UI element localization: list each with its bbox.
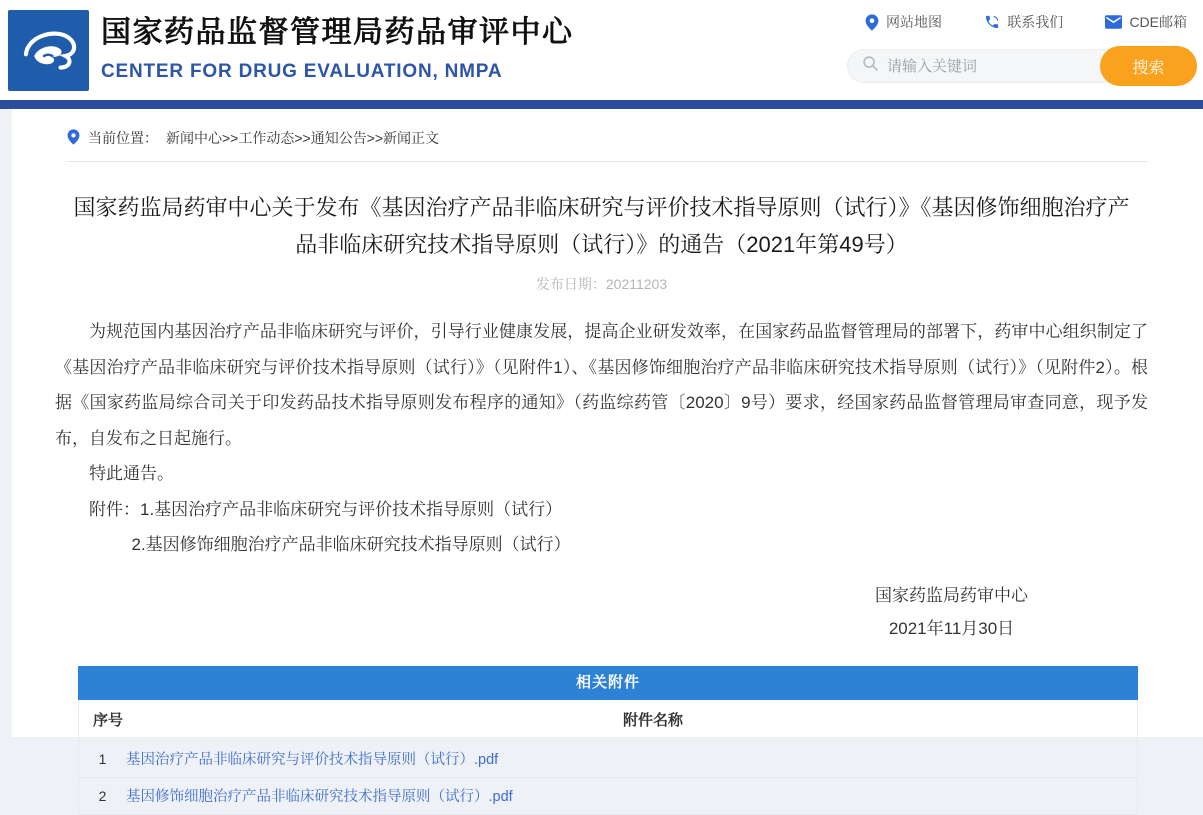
breadcrumb-divider — [67, 161, 1148, 162]
search-bar — [847, 49, 1197, 83]
location-pin-icon — [865, 14, 879, 31]
attachment-list-line: 附件：1.基因治疗产品非临床研究与评价技术指导原则（试行） — [89, 499, 563, 519]
header-accent-bar — [0, 100, 1203, 109]
header-right — [847, 12, 1197, 83]
site-header — [0, 0, 1203, 100]
site-title: 国家药品监督管理局药品审评中心 — [101, 16, 574, 49]
column-header-no: 序号 — [93, 712, 124, 729]
sitemap-link[interactable] — [865, 12, 942, 32]
attachments-table-header — [78, 700, 1138, 741]
search-input[interactable] — [887, 58, 1077, 75]
phone-icon — [984, 14, 1000, 30]
quick-links — [847, 12, 1197, 32]
article-body — [55, 314, 1148, 563]
breadcrumb-prefix: 当前位置： — [88, 130, 158, 146]
location-pin-icon — [67, 129, 80, 148]
article-page — [12, 109, 1203, 805]
signature-block — [875, 579, 1028, 645]
article-title: 国家药监局药审中心关于发布《基因治疗产品非临床研究与评价技术指导原则（试行）》《基因修饰细胞治疗产品非临床研究技术指导原则（试行）》的通告（2021年第49号） — [73, 195, 1130, 257]
search-button[interactable]: 搜索 — [1100, 46, 1197, 86]
cde-logo-icon — [8, 10, 89, 91]
attachment-pdf-link[interactable]: 基因修饰细胞治疗产品非临床研究技术指导原则（试行）.pdf — [126, 789, 513, 805]
article-paragraph: 为规范国内基因治疗产品非临床研究与评价，引导行业健康发展，提高企业研发效率，在国家药品监督管理局的部署下，药审中心组织制定了《基因治疗产品非临床研究与评价技术指导原则（试行）》（见附件1）、《基因修饰细胞治疗产品非临床研究技术指导原则（试行）》（见附件2）。根据《国家药监局综合司关于印发药品技术指导原则发布程序的通知》（药监综药管〔2020〕9号）要求，经国家药品监督管理局审查同意，现予发布，自发布之日起施行。 — [55, 322, 1148, 448]
brand — [8, 10, 574, 91]
brand-text — [101, 10, 574, 83]
breadcrumb-path[interactable]: 新闻中心>>工作动态>>通知公告>>新闻正文 — [166, 130, 440, 146]
contact-link[interactable] — [984, 12, 1063, 32]
site-subtitle: CENTER FOR DRUG EVALUATION, NMPA — [101, 61, 503, 82]
table-row — [78, 778, 1138, 815]
attachments-table — [78, 666, 1138, 815]
signature-date: 2021年11月30日 — [888, 618, 1015, 638]
attachment-pdf-link[interactable]: 基因治疗产品非临床研究与评价技术指导原则（试行）.pdf — [126, 752, 499, 768]
breadcrumb — [55, 109, 1148, 148]
mailbox-link[interactable] — [1105, 12, 1187, 32]
table-row — [78, 741, 1138, 778]
article-paragraph: 特此通告。 — [89, 464, 174, 483]
publish-date: 发布日期：20211203 — [535, 276, 668, 292]
search-icon — [862, 55, 879, 77]
sitemap-link-label: 网站地图 — [886, 14, 942, 30]
signature-org: 国家药监局药审中心 — [875, 585, 1028, 605]
mailbox-link-label: CDE邮箱 — [1129, 14, 1187, 30]
mail-icon — [1105, 15, 1122, 29]
column-header-name: 附件名称 — [622, 712, 683, 729]
contact-link-label: 联系我们 — [1007, 14, 1064, 30]
attachments-table-caption: 相关附件 — [78, 666, 1138, 700]
attachment-list-line: 2.基因修饰细胞治疗产品非临床研究技术指导原则（试行） — [131, 535, 571, 554]
attachment-row-number: 1 — [98, 750, 107, 767]
attachment-row-number: 2 — [98, 787, 107, 804]
